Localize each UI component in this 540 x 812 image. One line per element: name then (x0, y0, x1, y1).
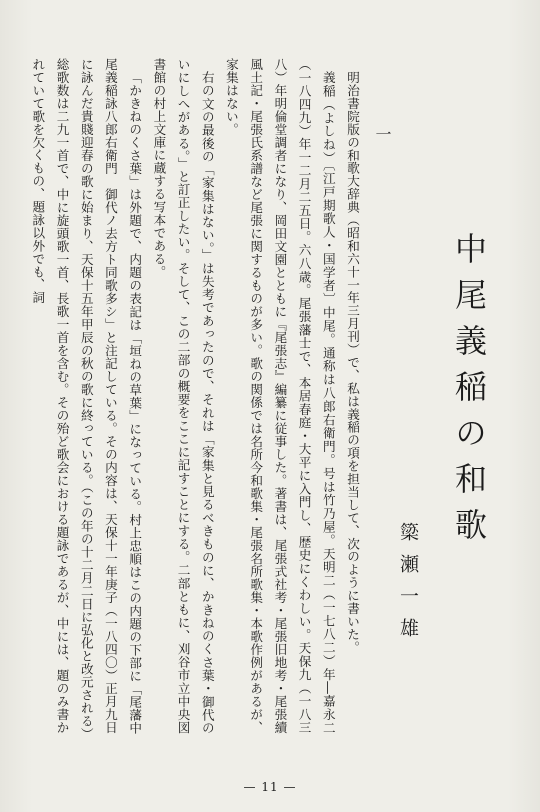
paragraph-correction: 右の文の最後の「家集はない。」は失考であったので、それは「家集と見るべきものに、かきねのくさ葉・御代のいにしへがある。」と訂正したい。そして、この二部の概要をここに記すことにする。二部ともに、刈谷市立中央図書館の村上文庫に蔵する写本である。 (151, 58, 215, 734)
page-number: — 11 — (243, 780, 297, 794)
paragraph-intro: 明治書院版の和歌大辞典（昭和六十一年三月刊）で、私は義稲の項を担当して、次のように書いた。 (345, 70, 360, 654)
article-title: 中尾義稲の和歌 (450, 232, 488, 554)
section-number: 一 (373, 126, 392, 142)
paragraph-kakine-no-kusaba: 「かきねのくさ葉」は外題で、内題の表記は「垣ねの草葉」になっている。村上忠順はこの内題の下部に「尾藩中尾義稲詠八郎右衛門 御代ノ去方ト同歌多シ」と注記している。その内容は、天保十一年庚子（一八四〇）正月九日に詠んだ貴賤迎春の歌に始まり、天保十五年甲辰の秋の歌に終っている。（この年の十二月二日に弘化と改元される）総歌数は二九一首で、中に旋頭歌一首、長歌一首を含む。その殆ど歌会における題詠であるが、中には、題のみ書かれていて歌を欠くもの、題詠以外でも、詞 (30, 58, 143, 734)
article-body (30, 58, 364, 734)
paragraph-dictionary-entry: 義稲（よしね）〔江戸期歌人・国学者〕中尾。通称は八郎右衛門。号は竹乃屋。天明二（一七八二）年―嘉永二（一八四九）年一二月二五日。六八歳。尾張藩士で、本居春庭・大平に入門し、歴史にくわしい。天保九（一八三八）年明倫堂調者になり、岡田文園とともに『尾張志』編纂に従事した。著書は、尾張式社考・尾張旧地考・尾張續風土記・尾張氏系譜など尾張に関するものが多い。歌の関係では名所今和歌集・尾張名所歌集・本歌作例があるが、家集はない。 (223, 58, 336, 734)
author-name: 簗瀬一雄 (397, 522, 419, 650)
